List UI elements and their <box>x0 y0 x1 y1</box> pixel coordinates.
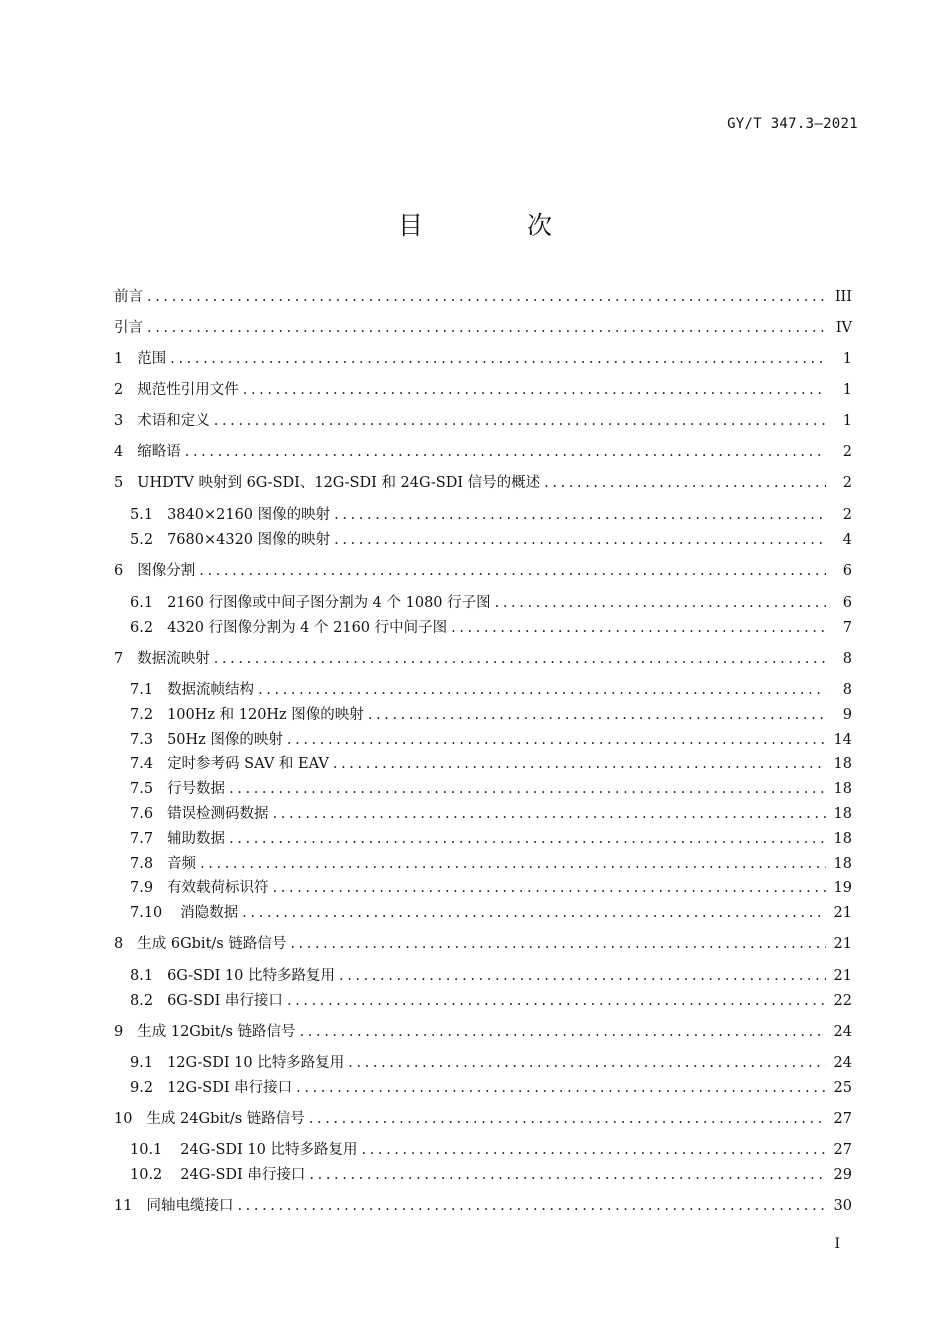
toc-entry-number: 6.2 <box>130 620 154 636</box>
toc-entry[interactable] <box>114 560 852 582</box>
toc-entry-title: 定时参考码 SAV 和 EAV <box>167 756 329 772</box>
toc-entry-page: 6 <box>842 595 852 611</box>
toc-entry-title: 范围 <box>137 351 167 367</box>
toc-entry-number: 7.9 <box>130 880 154 896</box>
toc-entry[interactable] <box>114 1108 852 1130</box>
toc-leader-dots <box>451 617 826 639</box>
toc-entry[interactable] <box>130 990 852 1012</box>
toc-leader-dots <box>339 965 826 987</box>
toc-entry-page: 4 <box>842 532 852 548</box>
toc-leader-dots <box>170 348 826 370</box>
toc-leader-dots <box>273 877 826 899</box>
toc-entry-page: 18 <box>833 806 852 822</box>
toc-entry[interactable] <box>114 1195 852 1217</box>
toc-entry-page: 22 <box>833 993 852 1009</box>
toc-leader-dots <box>495 592 826 614</box>
toc-leader-dots <box>334 504 826 526</box>
toc-entry[interactable] <box>130 529 852 551</box>
toc-entry-title: 12G-SDI 10 比特多路复用 <box>167 1055 345 1071</box>
toc-entry-number: 10.2 <box>130 1167 163 1183</box>
toc-entry[interactable] <box>130 729 852 751</box>
toc-entry-page: 1 <box>842 351 852 367</box>
toc-entry-number: 1 <box>114 351 124 367</box>
toc-entry-page: 2 <box>842 507 852 523</box>
toc-entry-title: UHDTV 映射到 6G-SDI、12G-SDI 和 24G-SDI 信号的概述 <box>137 475 541 491</box>
toc-entry-title: 24G-SDI 10 比特多路复用 <box>180 1142 358 1158</box>
toc-entry-number: 8 <box>114 936 124 952</box>
toc-entry-number: 3 <box>114 413 124 429</box>
toc-entry[interactable] <box>130 1164 852 1186</box>
toc-entry-page: 29 <box>833 1167 852 1183</box>
toc-entry[interactable] <box>130 877 852 899</box>
toc-leader-dots <box>300 1021 826 1043</box>
toc-leader-dots <box>185 441 826 463</box>
toc-leader-dots <box>361 1139 825 1161</box>
toc-entry-page: 27 <box>833 1111 852 1127</box>
toc-entry[interactable] <box>130 617 852 639</box>
toc-entry-title: 数据流帧结构 <box>167 682 255 698</box>
page-title: 目 次 <box>398 211 600 240</box>
toc-leader-dots <box>229 828 825 850</box>
toc-entry[interactable] <box>114 648 852 670</box>
toc-entry[interactable] <box>114 348 852 370</box>
toc-entry-title: 生成 12Gbit/s 链路信号 <box>137 1024 296 1040</box>
toc-entry-page: 18 <box>833 831 852 847</box>
toc-entry-title: 前言 <box>114 289 143 305</box>
toc-leader-dots <box>243 379 826 401</box>
toc-entry-title: 行号数据 <box>167 781 226 797</box>
standard-code: GY/T 347.3—2021 <box>727 116 858 132</box>
toc-entry-page: 7 <box>842 620 852 636</box>
toc-entry-title: 3840×2160 图像的映射 <box>167 507 331 523</box>
toc-entry-number: 7.2 <box>130 707 154 723</box>
toc-leader-dots <box>348 1052 825 1074</box>
toc-entry-number: 7.6 <box>130 806 154 822</box>
toc-entry-title: 6G-SDI 串行接口 <box>167 993 283 1009</box>
toc-entry-title: 50Hz 图像的映射 <box>167 732 283 748</box>
toc-entry-page: 21 <box>833 968 852 984</box>
toc-leader-dots <box>214 648 826 670</box>
toc-entry[interactable] <box>114 286 852 308</box>
toc-entry-page: 18 <box>833 781 852 797</box>
toc-entry-page: 24 <box>833 1055 852 1071</box>
toc-leader-dots <box>334 529 826 551</box>
toc-entry-title: 缩略语 <box>137 444 181 460</box>
toc-entry-number: 4 <box>114 444 124 460</box>
toc-entry-title: 4320 行图像分割为 4 个 2160 行中间子图 <box>167 620 448 636</box>
toc-entry-page: 21 <box>833 936 852 952</box>
toc-entry[interactable] <box>130 504 852 526</box>
toc-entry-title: 消隐数据 <box>180 905 239 921</box>
toc-entry-page: 30 <box>833 1198 852 1214</box>
toc-entry-number: 7.7 <box>130 831 154 847</box>
toc-entry-page: 2 <box>842 475 852 491</box>
toc-leader-dots <box>147 286 826 308</box>
toc-entry-number: 9 <box>114 1024 124 1040</box>
toc-entry-page: 1 <box>842 413 852 429</box>
toc-entry[interactable] <box>114 410 852 432</box>
toc-entry-page: 27 <box>833 1142 852 1158</box>
toc-entry-title: 12G-SDI 串行接口 <box>167 1080 293 1096</box>
toc-entry[interactable] <box>114 933 852 955</box>
toc-leader-dots <box>368 704 826 726</box>
toc-entry-page: 24 <box>833 1024 852 1040</box>
toc-entry-page: 9 <box>842 707 852 723</box>
toc-leader-dots <box>287 729 826 751</box>
toc-entry-title: 生成 6Gbit/s 链路信号 <box>137 936 287 952</box>
toc-leader-dots <box>333 753 826 775</box>
toc-leader-dots <box>200 853 825 875</box>
toc-entry-number: 7.1 <box>130 682 154 698</box>
toc-entry-number: 10.1 <box>130 1142 163 1158</box>
toc-entry[interactable] <box>130 1052 852 1074</box>
toc-entry-number: 6.1 <box>130 595 154 611</box>
toc-entry-page: 8 <box>842 682 852 698</box>
toc-entry[interactable] <box>114 472 852 494</box>
toc-leader-dots <box>309 1164 825 1186</box>
toc-entry-page: 19 <box>833 880 852 896</box>
toc-leader-dots <box>273 803 826 825</box>
toc-leader-dots <box>290 933 825 955</box>
toc-entry-number: 9.1 <box>130 1055 154 1071</box>
toc-entry[interactable] <box>130 1077 852 1099</box>
toc-entry-number: 10 <box>114 1111 133 1127</box>
toc-entry-number: 7.8 <box>130 856 154 872</box>
toc-entry-title: 有效载荷标识符 <box>167 880 269 896</box>
toc-entry-number: 7.4 <box>130 756 154 772</box>
toc-entry-title: 7680×4320 图像的映射 <box>167 532 331 548</box>
toc-entry-title: 图像分割 <box>137 563 196 579</box>
toc-entry-page: IV <box>835 320 852 336</box>
toc-entry-page: 2 <box>842 444 852 460</box>
toc-entry-title: 错误检测码数据 <box>167 806 269 822</box>
toc-entry-number: 2 <box>114 382 124 398</box>
toc-entry-page: 21 <box>833 905 852 921</box>
toc-entry[interactable] <box>130 828 852 850</box>
toc-leader-dots <box>237 1195 825 1217</box>
toc-leader-dots <box>287 990 826 1012</box>
toc-entry-number: 9.2 <box>130 1080 154 1096</box>
toc-entry-title: 音频 <box>167 856 197 872</box>
toc-entry-number: 8.2 <box>130 993 154 1009</box>
toc-entry-page: 25 <box>833 1080 852 1096</box>
toc-entry-number: 7.3 <box>130 732 154 748</box>
toc-entry[interactable] <box>130 679 852 701</box>
toc-entry[interactable] <box>114 379 852 401</box>
toc-entry-page: 8 <box>842 651 852 667</box>
toc-entry-number: 6 <box>114 563 124 579</box>
toc-entry-number: 11 <box>114 1198 133 1214</box>
toc-entry[interactable] <box>130 803 852 825</box>
toc-entry-title: 规范性引用文件 <box>137 382 239 398</box>
toc-entry[interactable] <box>130 965 852 987</box>
toc-entry[interactable] <box>130 753 852 775</box>
toc-entry-number: 7 <box>114 651 124 667</box>
toc-entry[interactable] <box>130 853 852 875</box>
toc-entry-number: 5.1 <box>130 507 154 523</box>
toc-leader-dots <box>199 560 826 582</box>
toc-entry-title: 引言 <box>114 320 143 336</box>
toc-entry-page: III <box>834 289 852 305</box>
page-number: I <box>834 1236 840 1252</box>
toc-leader-dots <box>214 410 826 432</box>
toc-entry[interactable] <box>114 441 852 463</box>
toc-entry-title: 术语和定义 <box>137 413 210 429</box>
toc-entry-page: 6 <box>842 563 852 579</box>
toc-entry[interactable] <box>130 592 852 614</box>
toc-leader-dots <box>147 317 826 339</box>
toc-entry[interactable] <box>130 902 852 924</box>
toc-entry[interactable] <box>130 704 852 726</box>
toc-entry-title: 6G-SDI 10 比特多路复用 <box>167 968 335 984</box>
toc-entry-number: 7.5 <box>130 781 154 797</box>
toc-leader-dots <box>258 679 826 701</box>
toc-entry-title: 同轴电缆接口 <box>146 1198 234 1214</box>
toc-entry-title: 100Hz 和 120Hz 图像的映射 <box>167 707 364 723</box>
toc-entry[interactable] <box>130 1139 852 1161</box>
toc-entry-title: 数据流映射 <box>137 651 210 667</box>
toc-entry-number: 7.10 <box>130 905 163 921</box>
toc-entry-page: 18 <box>833 856 852 872</box>
toc-entry-page: 14 <box>833 732 852 748</box>
toc-entry-title: 辅助数据 <box>167 831 226 847</box>
toc-leader-dots <box>296 1077 825 1099</box>
toc-leader-dots <box>544 472 826 494</box>
toc-entry-number: 8.1 <box>130 968 154 984</box>
toc-entry-number: 5 <box>114 475 124 491</box>
toc-leader-dots <box>229 778 825 800</box>
toc-entry-page: 1 <box>842 382 852 398</box>
toc-leader-dots <box>309 1108 826 1130</box>
toc-entry[interactable] <box>130 778 852 800</box>
toc-entry-title: 24G-SDI 串行接口 <box>180 1167 306 1183</box>
toc-entry-title: 2160 行图像或中间子图分割为 4 个 1080 行子图 <box>167 595 491 611</box>
toc-entry-number: 5.2 <box>130 532 154 548</box>
toc-leader-dots <box>242 902 825 924</box>
toc-entry-page: 18 <box>833 756 852 772</box>
toc-entry[interactable] <box>114 1021 852 1043</box>
toc-entry[interactable] <box>114 317 852 339</box>
toc-entry-title: 生成 24Gbit/s 链路信号 <box>146 1111 305 1127</box>
